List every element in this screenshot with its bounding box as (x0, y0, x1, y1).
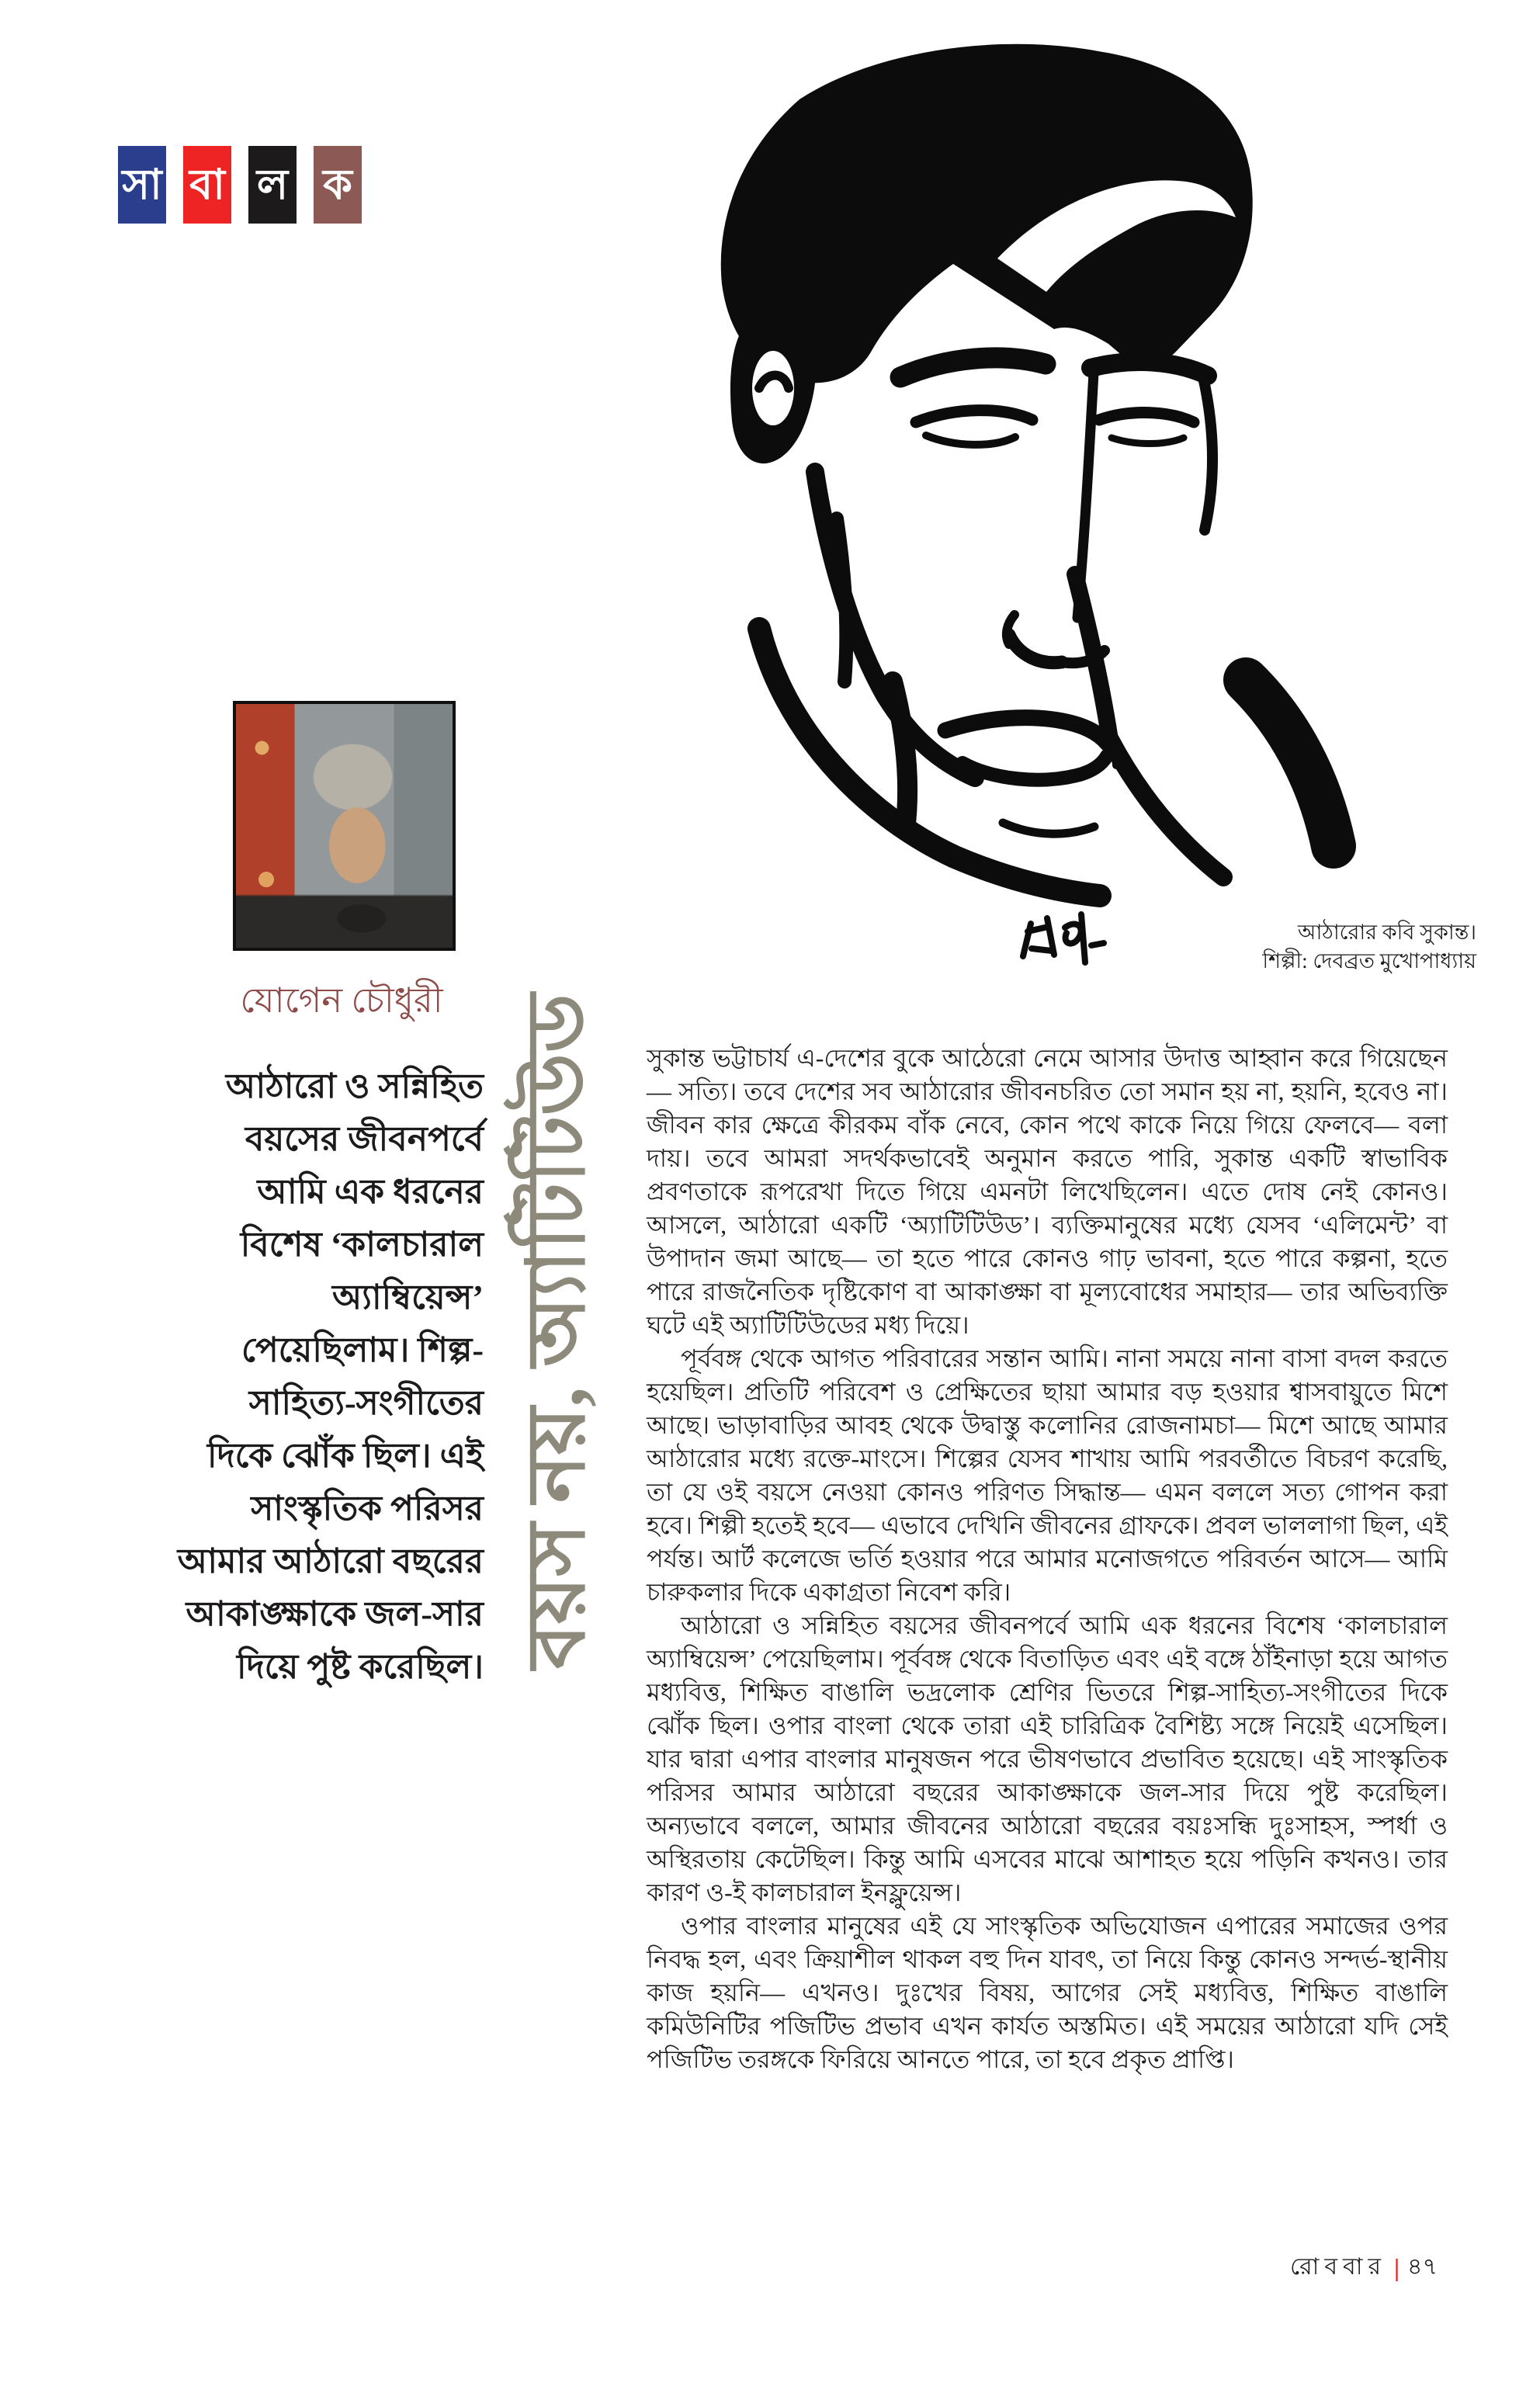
masthead-letter-box (248, 146, 297, 224)
body-paragraph: পূর্ববঙ্গ থেকে আগত পরিবারের সন্তান আমি। নানা সময়ে নানা বাসা বদল করতে হয়েছিল। প্রতিটি পরিবেশ ও প্রেক্ষিতের ছায়া আমার বড় হওয়ার শ্বাসবায়ুতে মিশে আছে। ভাড়াবাড়ির আবহ থেকে উদ্বাস্তু কলোনির রোজনামচা— মিশে আছে আমার আঠারোর মধ্যে রক্তে-মাংসে। শিল্পের যেসব শাখায় আমি পরবর্তীতে বিচরণ করেছি, তা যে ওই বয়সে নেওয়া কোনও পরিণত সিদ্ধান্ত— এমন বললে সত্য গোপন করা হবে। শিল্পী হতেই হবে— এভাবে দেখিনি জীবনের গ্রাফকে। প্রবল ভাললাগা ছিল, এই পর্যন্ত। আর্ট কলেজে ভর্তি হওয়ার পরে আমার মনোজগতে পরিবর্তন আসে— আমি চারুকলার দিকে একাগ্রতা নিবেশ করি। (647, 1344, 1448, 1606)
masthead-letter: বা (189, 161, 225, 208)
pull-quote-line: দিয়ে পুষ্ট করেছিল। (237, 1648, 484, 1686)
masthead-letter: ল (256, 161, 289, 208)
caption-line-2: শিল্পী: দেবব্রত মুখোপাধ্যায় (1262, 949, 1476, 973)
pull-quote-line: আমার আঠারো বছরের (177, 1542, 484, 1580)
page-footer (1290, 2248, 1438, 2287)
pull-quote-line: সাংস্কৃতিক পরিসর (251, 1490, 484, 1528)
caption-line-1: আঠারোর কবি সুকান্ত। (1297, 921, 1476, 944)
pull-quote-line: দিকে ঝোঁক ছিল। এই (207, 1437, 484, 1475)
masthead-logo (118, 146, 362, 224)
magazine-name: রোববার (1289, 2254, 1386, 2280)
pull-quote-line: অ্যাম্বিয়েন্স’ (331, 1278, 484, 1316)
masthead-letter-box (314, 146, 362, 224)
masthead-letter-box (118, 146, 166, 224)
pull-quote-line: সাহিত্য-সংগীতের (248, 1384, 484, 1422)
sukanta-ink-portrait-illustration (668, 22, 1436, 980)
author-name: যোগেন চৌধুরী (240, 981, 443, 1020)
body-paragraph: ওপার বাংলার মানুষের এই যে সাংস্কৃতিক অভিযোজন এপারের সমাজের ওপর নিবদ্ধ হল, এবং ক্রিয়াশীল থাকল বহু দিন যাবৎ, তা নিয়ে কিন্তু কোনও সন্দর্ভ-স্থানীয় কাজ হয়নি— এখনও। দুঃখের বিষয়, আগের সেই মধ্যবিত্ত, শিক্ষিত বাঙালি কমিউনিটির পজিটিভ প্রভাব এখন কার্যত অস্তমিত। এই সময়ের আঠারো যদি সেই পজিটিভ তরঙ্গকে ফিরিয়ে আনতে পারে, তা হবে প্রকৃত প্রাপ্তি। (647, 1912, 1448, 2073)
pull-quote-line: পেয়েছিলাম। শিল্প- (241, 1331, 484, 1369)
body-paragraph: সুকান্ত ভট্টাচার্য এ-দেশের বুকে আঠেরো নেমে আসার উদাত্ত আহ্বান করে গিয়েছেন— সত্যি। তবে দেশের সব আঠারোর জীবনচরিত তো সমান হয় না, হয়নি, হবেও না। জীবন কার ক্ষেত্রে কীরকম বাঁক নেবে, কোন পথে কাকে নিয়ে গিয়ে ফেলবে— বলা দায়। তবে আমরা সদর্থকভাবেই অনুমান করতে পারি, সুকান্ত একটি স্বাভাবিক প্রবণতাকে রূপরেখা দিতে গিয়ে এমনটা লিখেছিলেন। এতে দোষ নেই কোনও। আসলে, আঠারো একটি ‘অ্যাটিটিউড’। ব্যক্তিমানুষের মধ্যে যেসব ‘এলিমেন্ট’ বা উপাদান জমা আছে— তা হতে পারে কোনও গাঢ় ভাবনা, হতে পারে কল্পনা, হতে পারে রাজনৈতিক দৃষ্টিকোণ বা আকাঙ্ক্ষা বা মূল্যবোধের সমাহার— তার অভিব্যক্তি ঘটে এই অ্যাটিটিউডের মধ্য দিয়ে। (647, 1044, 1448, 1339)
pull-quote-line: আঠারো ও সন্নিহিত (225, 1067, 484, 1105)
pull-quote (109, 1060, 484, 1694)
article-body (647, 1042, 1448, 2076)
body-paragraph: আঠারো ও সন্নিহিত বয়সের জীবনপর্বে আমি এক ধরনের বিশেষ ‘কালচারাল অ্যাম্বিয়েন্স’ পেয়েছিলাম। পূর্ববঙ্গ থেকে বিতাড়িত এবং এই বঙ্গে ঠাঁইনাড়া হয়ে আগত মধ্যবিত্ত, শিক্ষিত বাঙালি ভদ্রলোক শ্রেণির ভিতরে শিল্প-সাহিত্য-সংগীতের দিকে ঝোঁক ছিল। ওপার বাংলা থেকে তারা এই চারিত্রিক বৈশিষ্ট্য সঙ্গে নিয়েই এসেছিল। যার দ্বারা এপার বাংলার মানুষজন পরে ভীষণভাবে প্রভাবিত হয়েছে। এই সাংস্কৃতিক পরিসর আমার আঠারো বছরের আকাঙ্ক্ষাকে জল-সার দিয়ে পুষ্ট করেছিল। অন্যভাবে বললে, আমার জীবনের আঠারো বছরের বয়ঃসন্ধি দুঃসাহস, স্পর্ধা ও অস্থিরতায় কেটেছিল। কিন্তু আমি এসবের মাঝে আশাহত হয়ে পড়িনি কখনও। তার কারণ ও-ই কালচারাল ইনফ্লুয়েন্স। (647, 1611, 1448, 1906)
masthead-letter: সা (122, 161, 162, 208)
vertical-headline: বয়স নয়, অ্যাটিটিউড (512, 994, 602, 1669)
pull-quote-line: বিশেষ ‘কালচারাল (240, 1226, 484, 1264)
pull-quote-line: আমি এক ধরনের (257, 1173, 484, 1211)
masthead-letter: ক (323, 161, 352, 208)
masthead-letter-box (183, 146, 231, 224)
page-number: ৪৭ (1407, 2254, 1438, 2280)
portrait-caption (1073, 918, 1476, 976)
footer-divider: | (1393, 2253, 1400, 2281)
pull-quote-line: বয়সের জীবনপর্বে (245, 1120, 484, 1158)
author-photo (233, 701, 456, 951)
pull-quote-line: আকাঙ্ক্ষাকে জল-সার (186, 1595, 484, 1633)
